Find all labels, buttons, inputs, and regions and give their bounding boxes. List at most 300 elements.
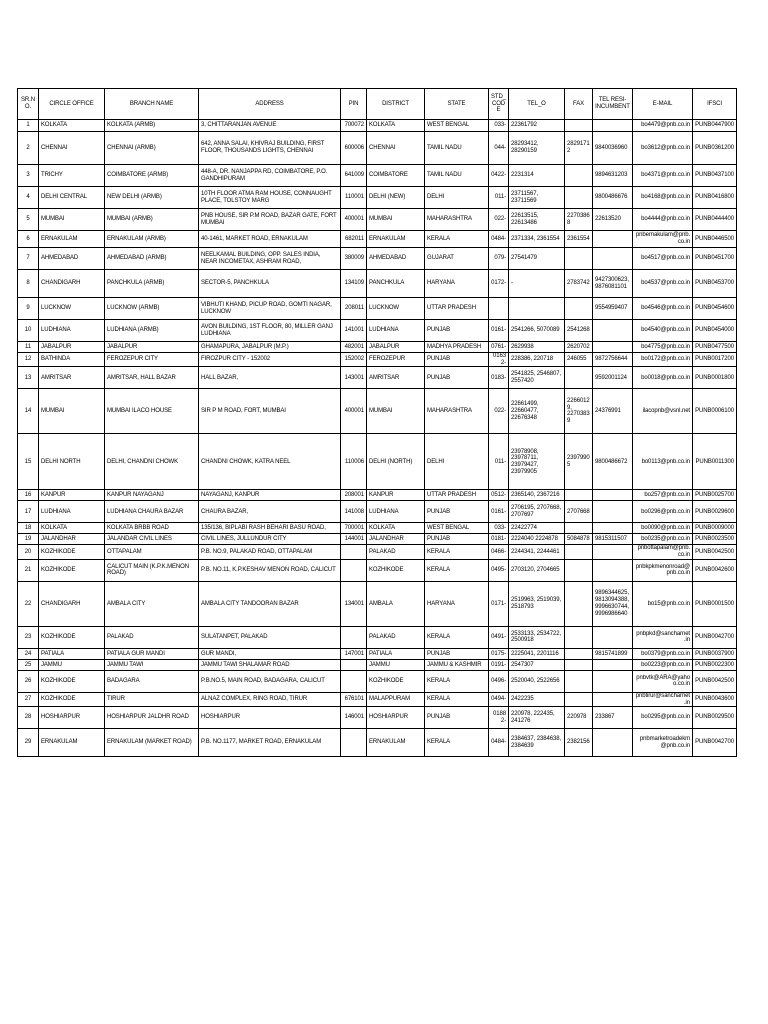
header-tel-resi: TEL RESI-INCUMBENT [593, 89, 633, 120]
cell-pin: 141008 [341, 501, 367, 523]
table-row [18, 298, 737, 320]
cell-district: JABALPUR [367, 342, 425, 353]
cell-srno: 3 [18, 165, 39, 187]
cell-srno: 14 [18, 389, 39, 434]
cell-email: bo0172@pnb.co.in [633, 353, 693, 367]
cell-pin: 700072 [341, 120, 367, 132]
cell-tel-resi: 9840036960 [593, 132, 633, 165]
cell-fax: 28291712 [565, 132, 593, 165]
header-row [18, 89, 737, 120]
cell-fax: 22660129, 22703839 [565, 389, 593, 434]
cell-branch-name: KANPUR NAYAGANJ [105, 490, 199, 501]
cell-pin: 146001 [341, 707, 367, 729]
cell-district: DELHI (NEW) [367, 187, 425, 209]
cell-address: P.B. NO.11, K.P.KESHAV MENON ROAD, CALICUT [199, 559, 341, 581]
cell-srno: 13 [18, 367, 39, 389]
cell-circle-office: KANPUR [39, 490, 105, 501]
cell-district: KOLKATA [367, 120, 425, 132]
cell-address: 448-A, DR. NANJAPPA RD, COIMBATORE, P.O. GANDHIPURAM [199, 165, 341, 187]
cell-district: PALAKAD [367, 626, 425, 648]
cell-std-code: 01882- [489, 707, 509, 729]
cell-address: SIR P M ROAD, FORT, MUMBAI [199, 389, 341, 434]
header-state: STATE [425, 89, 489, 120]
cell-std-code: 0761- [489, 342, 509, 353]
cell-tel-o: 2422235 [509, 692, 565, 706]
cell-circle-office: MUMBAI [39, 209, 105, 231]
cell-ifsc: PUNB0006100 [693, 389, 737, 434]
cell-district: LUDHIANA [367, 501, 425, 523]
cell-ifsc: PUNB0416800 [693, 187, 737, 209]
cell-std-code: 033- [489, 523, 509, 534]
cell-district: AMRITSAR [367, 367, 425, 389]
cell-std-code: 0191- [489, 659, 509, 670]
cell-state: HARYANA [425, 270, 489, 298]
cell-email: pnbernakulam@pnb.co.in [633, 231, 693, 248]
cell-ifsc: PUNB0001800 [693, 367, 737, 389]
cell-std-code: 022- [489, 389, 509, 434]
header-std-code: STD_CODE [489, 89, 509, 120]
cell-email: pnbpkd@sancharnet.in [633, 626, 693, 648]
cell-tel-o: 228386, 220718 [509, 353, 565, 367]
cell-tel-resi: 233867 [593, 707, 633, 729]
cell-srno: 11 [18, 342, 39, 353]
cell-circle-office: MUMBAI [39, 389, 105, 434]
cell-district: MALAPPURAM [367, 692, 425, 706]
cell-fax [565, 692, 593, 706]
cell-state: TAMIL NADU [425, 132, 489, 165]
cell-district: JALANDHAR [367, 534, 425, 545]
cell-email: bo0223@pnb.co.in [633, 659, 693, 670]
cell-state: WEST BENGAL [425, 523, 489, 534]
cell-srno: 29 [18, 729, 39, 757]
cell-address: P.B. NO.9, PALAKAD ROAD, OTTAPALAM [199, 545, 341, 559]
cell-branch-name: DELHI, CHANDNI CHOWK [105, 434, 199, 490]
cell-tel-resi [593, 626, 633, 648]
table-row [18, 353, 737, 367]
cell-district: COIMBATORE [367, 165, 425, 187]
cell-ifsc: PUNB0446500 [693, 231, 737, 248]
cell-email: pnbmarketroadekm@pnb.co.in [633, 729, 693, 757]
cell-fax [565, 581, 593, 626]
cell-tel-resi [593, 120, 633, 132]
cell-circle-office: JAMMU [39, 659, 105, 670]
cell-circle-office: CHANDIGARH [39, 270, 105, 298]
cell-branch-name: FEROZEPUR CITY [105, 353, 199, 367]
cell-tel-resi: 9427300623, 9876081101 [593, 270, 633, 298]
cell-state: MAHARASHTRA [425, 209, 489, 231]
cell-std-code: 0422- [489, 165, 509, 187]
cell-tel-resi [593, 231, 633, 248]
cell-district: HOSHIARPUR [367, 707, 425, 729]
cell-email: bo0235@pnb.co.in [633, 534, 693, 545]
cell-address: SULATANPET, PALAKAD [199, 626, 341, 648]
cell-srno: 9 [18, 298, 39, 320]
cell-branch-name: LUDHIANA CHAURA BAZAR [105, 501, 199, 523]
cell-circle-office: KOLKATA [39, 523, 105, 534]
table-row [18, 626, 737, 648]
cell-state: PUNJAB [425, 534, 489, 545]
cell-tel-o: 2224040 2224878 [509, 534, 565, 545]
cell-std-code: 022- [489, 209, 509, 231]
cell-srno: 10 [18, 320, 39, 342]
header-circle-office: CIRCLE OFFICE [39, 89, 105, 120]
cell-state: WEST BENGAL [425, 120, 489, 132]
cell-circle-office: CHENNAI [39, 132, 105, 165]
cell-fax: 2707668 [565, 501, 593, 523]
cell-fax: 2382156 [565, 729, 593, 757]
cell-circle-office: JABALPUR [39, 342, 105, 353]
cell-address: SECTOR-5, PANCHKULA [199, 270, 341, 298]
cell-state: KERALA [425, 626, 489, 648]
cell-email: bo4540@pnb.co.in [633, 320, 693, 342]
cell-tel-o: - [509, 270, 565, 298]
cell-circle-office: TRICHY [39, 165, 105, 187]
cell-std-code: 011- [489, 434, 509, 490]
cell-email: bo4444@pnb.co.in [633, 209, 693, 231]
cell-address: GHAMAPURA, JABALPUR (M.P.) [199, 342, 341, 353]
cell-circle-office: HOSHIARPUR [39, 707, 105, 729]
cell-pin: 482001 [341, 342, 367, 353]
cell-district: KOZHIKODE [367, 559, 425, 581]
cell-std-code: 0512- [489, 490, 509, 501]
cell-state: PUNJAB [425, 353, 489, 367]
cell-circle-office: KOLKATA [39, 120, 105, 132]
cell-branch-name: TIRUR [105, 692, 199, 706]
cell-district: LUDHIANA [367, 320, 425, 342]
cell-fax: 246055 [565, 353, 593, 367]
cell-pin: 147001 [341, 648, 367, 659]
table-row [18, 501, 737, 523]
table-row [18, 342, 737, 353]
cell-tel-resi: 9894631203 [593, 165, 633, 187]
cell-srno: 22 [18, 581, 39, 626]
cell-tel-o: 23711567, 23711569 [509, 187, 565, 209]
cell-tel-o: 220978, 222435, 241276 [509, 707, 565, 729]
cell-tel-o: 22361792 [509, 120, 565, 132]
table-row [18, 559, 737, 581]
cell-branch-name: LUCKNOW (ARMB) [105, 298, 199, 320]
cell-tel-o: 2231314 [509, 165, 565, 187]
cell-address: 40-1461, MARKET ROAD, ERNAKULAM [199, 231, 341, 248]
cell-tel-o: 22661499, 22660477, 22676348 [509, 389, 565, 434]
cell-ifsc: PUNB0042700 [693, 729, 737, 757]
cell-tel-o: 2384637, 2384638, 2384639 [509, 729, 565, 757]
cell-pin: 110006 [341, 434, 367, 490]
cell-branch-name: COIMBATORE (ARMB) [105, 165, 199, 187]
cell-email: pnbtirur@sancharnet.in [633, 692, 693, 706]
cell-state: DELHI [425, 434, 489, 490]
cell-branch-name: KOLKATA BRBB ROAD [105, 523, 199, 534]
cell-ifsc: PUNB0454000 [693, 320, 737, 342]
cell-circle-office: KOZHIKODE [39, 670, 105, 692]
cell-std-code: 0496- [489, 670, 509, 692]
cell-state: PUNJAB [425, 501, 489, 523]
cell-srno: 5 [18, 209, 39, 231]
cell-tel-resi: 9554959407 [593, 298, 633, 320]
cell-srno: 17 [18, 501, 39, 523]
cell-pin: 400001 [341, 389, 367, 434]
cell-srno: 20 [18, 545, 39, 559]
cell-email: bo4546@pnb.co.in [633, 298, 693, 320]
cell-pin: 400001 [341, 209, 367, 231]
cell-tel-resi [593, 545, 633, 559]
cell-pin: 700001 [341, 523, 367, 534]
cell-tel-o: 2706195, 2707668, 2707697 [509, 501, 565, 523]
cell-srno: 25 [18, 659, 39, 670]
cell-address: 10TH FLOOR ATMA RAM HOUSE, CONNAUGHT PLACE, TOLSTOY MARG [199, 187, 341, 209]
cell-fax [565, 187, 593, 209]
table-row [18, 692, 737, 706]
cell-fax [565, 559, 593, 581]
cell-fax: 23979905 [565, 434, 593, 490]
cell-tel-resi: 22613520 [593, 209, 633, 231]
header-email: E-MAIL [633, 89, 693, 120]
cell-fax [565, 298, 593, 320]
table-row [18, 534, 737, 545]
table-row [18, 231, 737, 248]
cell-circle-office: PATIALA [39, 648, 105, 659]
cell-fax: 2783742 [565, 270, 593, 298]
cell-circle-office: JALANDHAR [39, 534, 105, 545]
cell-fax [565, 120, 593, 132]
cell-ifsc: PUNB0011300 [693, 434, 737, 490]
cell-tel-resi: 9800486672 [593, 434, 633, 490]
cell-circle-office: ERNAKULAM [39, 729, 105, 757]
header-fax: FAX [565, 89, 593, 120]
cell-std-code: 0484- [489, 231, 509, 248]
cell-email: bo3612@pnb.co.in [633, 132, 693, 165]
cell-ifsc: PUNB0042500 [693, 545, 737, 559]
cell-srno: 2 [18, 132, 39, 165]
cell-email: bo4168@pnb.co.in [633, 187, 693, 209]
cell-state: MADHYA PRADESH [425, 342, 489, 353]
cell-district: FEROZEPUR [367, 353, 425, 367]
cell-ifsc: PUNB0444400 [693, 209, 737, 231]
cell-branch-name: AMBALA CITY [105, 581, 199, 626]
cell-ifsc: PUNB0042500 [693, 670, 737, 692]
cell-email: bo0296@pnb.co.in [633, 501, 693, 523]
cell-pin [341, 626, 367, 648]
cell-state: TAMIL NADU [425, 165, 489, 187]
cell-tel-resi: 9896344625, 9813094388, 9996630744, 9996986640 [593, 581, 633, 626]
cell-tel-o: 27541479 [509, 248, 565, 270]
cell-tel-o: 2629938 [509, 342, 565, 353]
cell-fax: 220978 [565, 707, 593, 729]
cell-circle-office: DELHI CENTRAL [39, 187, 105, 209]
cell-std-code: 079- [489, 248, 509, 270]
cell-address: ALNAZ COMPLEX, RING ROAD, TIRUR [199, 692, 341, 706]
cell-branch-name: ERNAKULAM (ARMB) [105, 231, 199, 248]
cell-district: PANCHKULA [367, 270, 425, 298]
cell-std-code: 0161- [489, 320, 509, 342]
cell-branch-name: AMRITSAR, HALL BAZAR [105, 367, 199, 389]
cell-state: UTTAR PRADESH [425, 490, 489, 501]
cell-ifsc: PUNB0447900 [693, 120, 737, 132]
table-row [18, 270, 737, 298]
cell-srno: 23 [18, 626, 39, 648]
cell-srno: 28 [18, 707, 39, 729]
cell-std-code: 0183- [489, 367, 509, 389]
cell-ifsc: PUNB0029500 [693, 707, 737, 729]
cell-state: KERALA [425, 231, 489, 248]
cell-std-code: 0494- [489, 692, 509, 706]
cell-std-code: 033- [489, 120, 509, 132]
table-row [18, 187, 737, 209]
cell-branch-name: JABALPUR [105, 342, 199, 353]
cell-std-code: 0181- [489, 534, 509, 545]
cell-address: CHANDNI CHOWK, KATRA NEEL [199, 434, 341, 490]
cell-srno: 21 [18, 559, 39, 581]
cell-email: bo4479@pnb.co.in [633, 120, 693, 132]
cell-srno: 4 [18, 187, 39, 209]
cell-fax [565, 367, 593, 389]
cell-tel-resi [593, 670, 633, 692]
cell-state: JAMMU & KASHMIR [425, 659, 489, 670]
cell-email: bo0379@pnb.co.in [633, 648, 693, 659]
cell-srno: 18 [18, 523, 39, 534]
cell-ifsc: PUNB0017200 [693, 353, 737, 367]
cell-ifsc: PUNB0009000 [693, 523, 737, 534]
cell-branch-name: ERNAKULAM (MARKET ROAD) [105, 729, 199, 757]
table-row [18, 581, 737, 626]
cell-branch-name: KOLKATA (ARMB) [105, 120, 199, 132]
header-pin: PIN [341, 89, 367, 120]
cell-std-code: 0484- [489, 729, 509, 757]
table-row [18, 670, 737, 692]
cell-std-code: 0171- [489, 581, 509, 626]
cell-branch-name: CHENNAI (ARMB) [105, 132, 199, 165]
cell-district: PALAKAD [367, 545, 425, 559]
cell-address: HOSHIARPUR [199, 707, 341, 729]
cell-state: UTTAR PRADESH [425, 298, 489, 320]
cell-address: 3, CHITTARANJAN AVENUE [199, 120, 341, 132]
cell-ifsc: PUNB0037900 [693, 648, 737, 659]
table-row [18, 523, 737, 534]
cell-district: KANPUR [367, 490, 425, 501]
cell-email: bo257@pnb.co.in [633, 490, 693, 501]
cell-district: MUMBAI [367, 209, 425, 231]
cell-pin: 641009 [341, 165, 367, 187]
cell-tel-o: 2520040, 2522656 [509, 670, 565, 692]
cell-circle-office: KOZHIKODE [39, 626, 105, 648]
cell-email: bo4775@pnb.co.in [633, 342, 693, 353]
header-ifsc: IFSCI [693, 89, 737, 120]
cell-address: CHAURA BAZAR, [199, 501, 341, 523]
cell-state: PUNJAB [425, 707, 489, 729]
table-row [18, 209, 737, 231]
cell-fax [565, 545, 593, 559]
cell-tel-resi [593, 490, 633, 501]
cell-state: KERALA [425, 670, 489, 692]
cell-pin: 134109 [341, 270, 367, 298]
cell-tel-o: 22422774 [509, 523, 565, 534]
cell-state: MAHARASHTRA [425, 389, 489, 434]
cell-srno: 19 [18, 534, 39, 545]
cell-state: GUJARAT [425, 248, 489, 270]
cell-circle-office: ERNAKULAM [39, 231, 105, 248]
cell-district: MUMBAI [367, 389, 425, 434]
cell-tel-resi: 9800486676 [593, 187, 633, 209]
cell-district: AHMEDABAD [367, 248, 425, 270]
cell-address: HALL BAZAR, [199, 367, 341, 389]
table-row [18, 729, 737, 757]
cell-pin: 144001 [341, 534, 367, 545]
table-row [18, 248, 737, 270]
cell-email: pnbvtk@ARA@yahoo.co.in [633, 670, 693, 692]
cell-fax [565, 659, 593, 670]
cell-tel-resi [593, 692, 633, 706]
cell-circle-office: KOZHIKODE [39, 559, 105, 581]
cell-std-code: 01632- [489, 353, 509, 367]
cell-state: PUNJAB [425, 648, 489, 659]
cell-ifsc: PUNB0042600 [693, 559, 737, 581]
cell-std-code: 044- [489, 132, 509, 165]
cell-circle-office: LUCKNOW [39, 298, 105, 320]
cell-district: JAMMU [367, 659, 425, 670]
cell-fax [565, 523, 593, 534]
cell-tel-resi [593, 729, 633, 757]
cell-tel-resi [593, 523, 633, 534]
cell-tel-resi [593, 248, 633, 270]
cell-email: bo4371@pnb.co.in [633, 165, 693, 187]
cell-fax [565, 670, 593, 692]
cell-pin: 141001 [341, 320, 367, 342]
cell-pin [341, 559, 367, 581]
cell-address: NAYAGANJ, KANPUR [199, 490, 341, 501]
cell-address: AVON BUILDING, 1ST FLOOR, 80, MILLER GANJ LUDHIANA [199, 320, 341, 342]
cell-tel-o: 2703120, 2704665 [509, 559, 565, 581]
cell-circle-office: AHMEDABAD [39, 248, 105, 270]
cell-circle-office: BATHINDA [39, 353, 105, 367]
cell-ifsc: PUNB0043600 [693, 692, 737, 706]
cell-srno: 26 [18, 670, 39, 692]
cell-pin: 676101 [341, 692, 367, 706]
cell-email: bo0113@pnb.co.in [633, 434, 693, 490]
cell-state: PUNJAB [425, 320, 489, 342]
cell-district: KOLKATA [367, 523, 425, 534]
cell-ifsc: PUNB0029600 [693, 501, 737, 523]
cell-address: CIVIL LINES, JULLUNDUR CITY [199, 534, 341, 545]
cell-srno: 24 [18, 648, 39, 659]
cell-tel-resi [593, 320, 633, 342]
cell-address: 642, ANNA SALAI, KHIVRAJ BUILDING, FIRST FLOOR, THOUSANDS LIGHTS, CHENNAI [199, 132, 341, 165]
cell-address: VIBHUTI KHAND, PICUP ROAD, GOMTI NAGAR, LUCKNOW [199, 298, 341, 320]
cell-fax: 2620702 [565, 342, 593, 353]
cell-circle-office: CHANDIGARH [39, 581, 105, 626]
cell-tel-resi [593, 342, 633, 353]
cell-pin: 110001 [341, 187, 367, 209]
cell-srno: 15 [18, 434, 39, 490]
cell-pin [341, 670, 367, 692]
cell-pin [341, 545, 367, 559]
cell-fax [565, 648, 593, 659]
cell-email: bo0090@pnb.co.in [633, 523, 693, 534]
cell-district: ERNAKULAM [367, 729, 425, 757]
cell-ifsc: PUNB0042700 [693, 626, 737, 648]
cell-branch-name: BADAGARA [105, 670, 199, 692]
cell-ifsc: PUNB0025700 [693, 490, 737, 501]
cell-std-code: 0175- [489, 648, 509, 659]
cell-pin: 208011 [341, 298, 367, 320]
cell-srno: 12 [18, 353, 39, 367]
cell-pin: 682011 [341, 231, 367, 248]
cell-pin: 134001 [341, 581, 367, 626]
cell-email: ilacopnb@vsnl.net [633, 389, 693, 434]
table-row [18, 659, 737, 670]
cell-tel-resi: 9872756644 [593, 353, 633, 367]
cell-branch-name: PALAKAD [105, 626, 199, 648]
cell-tel-o: 2365140, 2367216 [509, 490, 565, 501]
